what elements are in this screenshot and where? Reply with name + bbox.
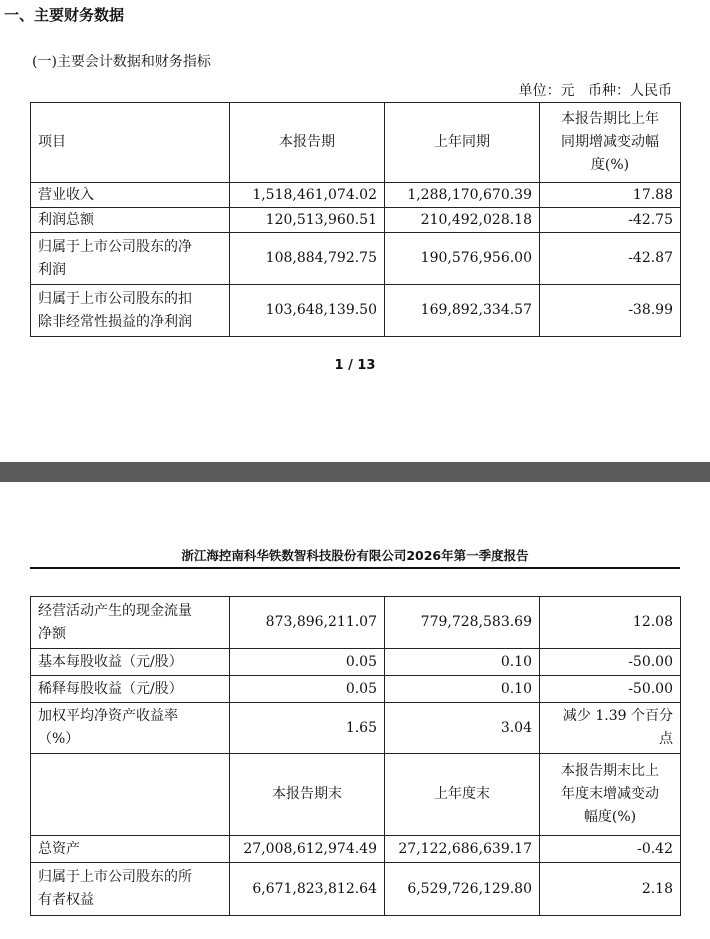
row-item-line: 归属于上市公司股东的所 [38, 869, 192, 885]
row-item-line: 加权平均净资产收益率 [38, 708, 178, 724]
row-change-value: -0.42 [540, 836, 681, 863]
header-change-line: 本报告期比上年 [561, 111, 659, 127]
row-current-value: 6,671,823,812.64 [230, 863, 385, 916]
row-current-value: 1.65 [230, 703, 385, 754]
row-item-line: 有者权益 [38, 892, 94, 908]
table-row [31, 208, 681, 233]
header-change-line: 度(%) [590, 157, 630, 173]
balance-header-current: 本报告期末 [230, 754, 385, 836]
row-change-value: -50.00 [540, 676, 681, 703]
row-current-value: 0.05 [230, 649, 385, 676]
row-prior-value: 779,728,583.69 [385, 597, 540, 649]
row-item: 营业收入 [31, 183, 230, 208]
row-item [31, 285, 230, 337]
row-item-line: 除非经常性损益的净利润 [38, 313, 192, 330]
table-row [31, 183, 681, 208]
table-row [31, 676, 681, 703]
row-item-line: 归属于上市公司股东的扣 [38, 290, 192, 307]
page-separator [0, 462, 710, 482]
table-row [31, 863, 681, 916]
balance-header-change-line: 幅度(%) [583, 809, 637, 825]
balance-header-prior: 上年度末 [385, 754, 540, 836]
row-prior-value: 6,529,726,129.80 [385, 863, 540, 916]
header-rule [30, 567, 680, 569]
table-row [31, 703, 681, 754]
row-change-value: -42.75 [540, 208, 681, 233]
subsection-title: (一)主要会计数据和财务指标 [32, 54, 211, 70]
row-item [31, 863, 230, 916]
balance-header-item [31, 754, 230, 836]
row-change-value [540, 703, 681, 754]
row-prior-value: 0.10 [385, 649, 540, 676]
table-row [31, 285, 681, 337]
row-change-value: 12.08 [540, 597, 681, 649]
unit-currency-line: 单位：元 币种：人民币 [518, 83, 672, 99]
row-change-line: 点 [659, 731, 673, 747]
balance-header-row [31, 754, 681, 836]
row-change-value: -38.99 [540, 285, 681, 337]
table-row [31, 836, 681, 863]
report-header: 浙江海控南科华铁数智科技股份有限公司2026年第一季度报告 [181, 548, 529, 563]
table-header-row [31, 103, 681, 183]
row-prior-value: 27,122,686,639.17 [385, 836, 540, 863]
row-item-line: （%） [38, 731, 80, 747]
row-change-value: -50.00 [540, 649, 681, 676]
row-change-value: -42.87 [540, 233, 681, 285]
row-change-line: 减少 1.39 个百分 [562, 708, 673, 724]
row-current-value: 103,648,139.50 [230, 285, 385, 337]
row-item: 总资产 [31, 836, 230, 863]
row-prior-value: 1,288,170,670.39 [385, 183, 540, 208]
balance-header-change-line: 本报告期末比上 [561, 763, 659, 779]
row-current-value: 120,513,960.51 [230, 208, 385, 233]
row-current-value: 108,884,792.75 [230, 233, 385, 285]
financial-data-table-continued [30, 596, 681, 916]
row-current-value: 27,008,612,974.49 [230, 836, 385, 863]
row-change-value: 2.18 [540, 863, 681, 916]
row-item: 稀释每股收益（元/股） [31, 676, 230, 703]
row-prior-value: 3.04 [385, 703, 540, 754]
header-change-line: 同期增减变动幅 [561, 134, 659, 150]
table-row [31, 233, 681, 285]
row-prior-value: 0.10 [385, 676, 540, 703]
table-row [31, 597, 681, 649]
row-current-value: 0.05 [230, 676, 385, 703]
financial-data-table [30, 102, 681, 337]
row-current-value: 873,896,211.07 [230, 597, 385, 649]
section-title: 一、主要财务数据 [4, 6, 125, 24]
header-prior-period: 上年同期 [385, 103, 540, 183]
header-change-rate [540, 103, 681, 183]
row-item-line: 归属于上市公司股东的净 [38, 238, 192, 255]
document-page-1 [0, 0, 710, 462]
row-item-line: 利润 [38, 261, 66, 278]
page-number: 1 / 13 [334, 358, 376, 373]
row-change-value: 17.88 [540, 183, 681, 208]
header-item: 项目 [31, 103, 230, 183]
row-prior-value: 169,892,334.57 [385, 285, 540, 337]
row-item-line: 经营活动产生的现金流量 [38, 602, 192, 619]
row-item [31, 703, 230, 754]
row-item: 利润总额 [31, 208, 230, 233]
balance-header-change-line: 年度末增减变动 [561, 786, 659, 802]
table-row [31, 649, 681, 676]
row-prior-value: 210,492,028.18 [385, 208, 540, 233]
row-item [31, 597, 230, 649]
row-item: 基本每股收益（元/股） [31, 649, 230, 676]
row-item-line: 净额 [38, 625, 66, 642]
balance-header-change [540, 754, 681, 836]
row-item [31, 233, 230, 285]
header-current-period: 本报告期 [230, 103, 385, 183]
row-current-value: 1,518,461,074.02 [230, 183, 385, 208]
row-prior-value: 190,576,956.00 [385, 233, 540, 285]
